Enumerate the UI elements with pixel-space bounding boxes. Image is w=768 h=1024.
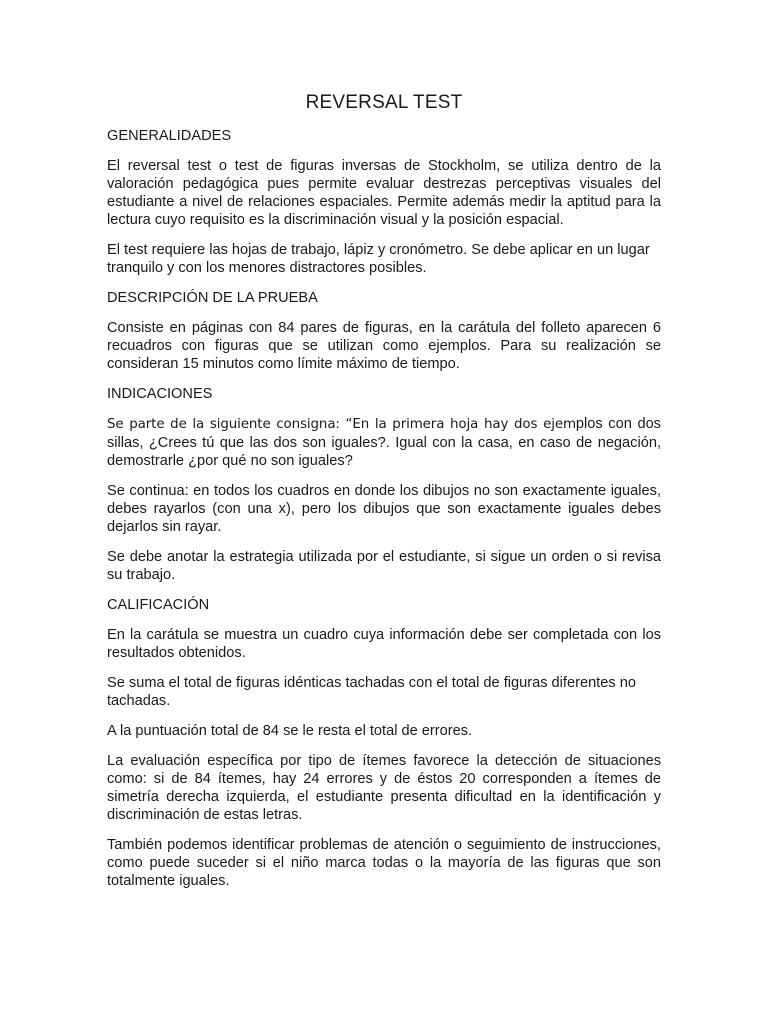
section-calificacion bbox=[107, 596, 661, 890]
paragraph: A la puntuación total de 84 se le resta el total de errores. bbox=[107, 723, 473, 739]
paragraph: Consiste en páginas con 84 pares de figuras, en la carátula del folleto aparecen 6 recuadros con figuras que se utilizan como ejemplos. Para su realización se consideran 15 minutos como límite máximo de tiempo. bbox=[107, 320, 661, 372]
paragraph: El test requiere las hojas de trabajo, lápiz y cronómetro. Se debe aplicar en un lugar tranquilo y con los menores distractores posibles. bbox=[107, 242, 650, 276]
section-heading-calificacion: CALIFICACIÓN bbox=[107, 597, 210, 613]
paragraph: El reversal test o test de figuras inversas de Stockholm, se utiliza dentro de la valoración pedagógica pues permite evaluar destrezas perceptivas visuales del estudiante a nivel de relaciones espaciales. Permite además medir la aptitud para la lectura cuyo requisito es la discriminación visual y la posición espacial. bbox=[107, 158, 661, 228]
paragraph-segment: plos con dos sillas, ¿Crees tú que las dos son iguales?. Igual con la casa, en caso de negación, demostrarle ¿por qué no son iguales? bbox=[107, 416, 661, 469]
section-heading-generalidades: GENERALIDADES bbox=[107, 128, 232, 144]
section-heading-descripcion: DESCRIPCIÓN DE LA PRUEBA bbox=[107, 290, 318, 306]
section-descripcion bbox=[107, 289, 661, 373]
document-title: REVERSAL TEST bbox=[305, 92, 463, 113]
paragraph: También podemos identificar problemas de atención o seguimiento de instrucciones, como puede suceder si el niño marca todas o la mayoría de las figuras que son totalmente iguales. bbox=[107, 837, 661, 889]
paragraph: La evaluación específica por tipo de ítemes favorece la detección de situaciones como: si de 84 ítemes, hay 24 errores y de éstos 20 corresponden a ítemes de simetría derecha izquierda, el estudiante presenta dificultad en la identificación y discriminación de estas letras. bbox=[107, 753, 661, 823]
paragraph: Se debe anotar la estrategia utilizada por el estudiante, si sigue un orden o si revisa su trabajo. bbox=[107, 549, 661, 583]
paragraph-segment: Se parte de la siguiente consigna: “En la primera hoja hay dos ejem bbox=[107, 417, 576, 432]
section-heading-indicaciones: INDICACIONES bbox=[107, 386, 213, 402]
document-page bbox=[107, 90, 661, 902]
section-indicaciones bbox=[107, 385, 661, 584]
paragraph: Se continua: en todos los cuadros en donde los dibujos no son exactamente iguales, debes rayarlos (con una x), pero los dibujos que son exactamente iguales debes dejarlos sin rayar. bbox=[107, 483, 661, 535]
paragraph: Se suma el total de figuras idénticas tachadas con el total de figuras diferentes no tachadas. bbox=[107, 675, 636, 709]
paragraph bbox=[107, 415, 661, 470]
paragraph: En la carátula se muestra un cuadro cuya información debe ser completada con los resultados obtenidos. bbox=[107, 627, 661, 661]
section-generalidades bbox=[107, 127, 661, 277]
